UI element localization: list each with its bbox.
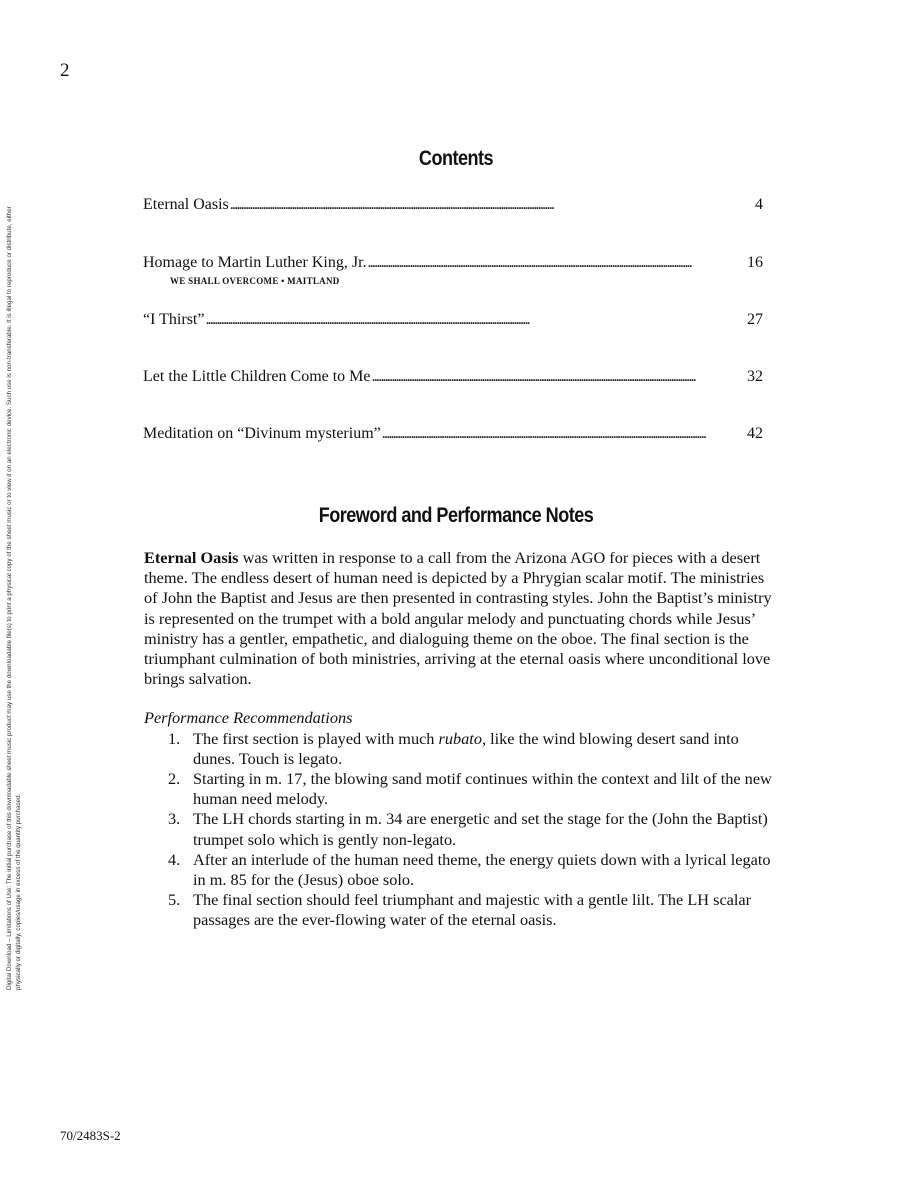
toc-dot-leader (368, 253, 746, 273)
recommendation-text: Starting in m. 17, the blowing sand motif continues within the context and lilt of the new human need melody. (193, 769, 772, 809)
toc-dot-leader (230, 195, 754, 215)
toc-entry-title: Homage to Martin Luther King, Jr. (143, 254, 367, 271)
recommendation-text: The LH chords starting in m. 34 are energetic and set the stage for the (John the Baptist) trumpet solo which is gently non-legato. (193, 809, 768, 849)
recommendation-item (144, 850, 774, 890)
recommendation-number: 5. (168, 890, 181, 910)
toc-entry[interactable] (143, 424, 763, 444)
toc-entry-subtitle: WE SHALL OVERCOME • MAITLAND (170, 276, 340, 286)
recommendation-text: The first section is played with much (193, 728, 439, 748)
toc-entry[interactable] (143, 367, 763, 387)
toc-entry-title: Eternal Oasis (143, 196, 229, 213)
toc-entry[interactable] (143, 310, 763, 330)
copyright-notice: Digital Download – Limitations of Use: The initial purchase of this downloadable sheet music product may use the downloadable file(s) to print a physical copy of the sheet music or to view it on an electronic device. Such use is non-transferable. It is illegal to reproduce or distribute, either physically or digitally, copies/usage in excess of the quantity purchased. (6, 206, 22, 990)
recommendation-text: The final section should feel triumphant and majestic with a gentle lilt. The LH scalar passages are the ever-flowing water of the eternal oasis. (193, 890, 752, 930)
toc-entry-page: 4 (755, 196, 763, 213)
catalog-code: 70/2483S-2 (60, 1128, 121, 1143)
toc-entry-title: Meditation on “Divinum mysterium” (143, 425, 381, 442)
foreword-lead-title: Eternal Oasis (144, 548, 239, 567)
page-number: 2 (60, 60, 70, 81)
toc-entry-page: 42 (747, 425, 763, 442)
toc-entry[interactable] (143, 253, 763, 291)
toc-entry-title: “I Thirst” (143, 311, 205, 328)
recommendation-item (144, 890, 774, 930)
recommendation-item (144, 809, 774, 849)
toc-entry-page: 27 (747, 311, 763, 328)
toc-dot-leader (382, 424, 746, 444)
recommendation-italic: rubato, (438, 728, 487, 748)
foreword-body (144, 548, 774, 931)
recommendation-number: 2. (168, 769, 181, 789)
recommendation-number: 3. (168, 809, 181, 829)
recommendations-list (144, 729, 774, 931)
toc-entry-page: 32 (747, 368, 763, 385)
toc-entry-title: Let the Little Children Come to Me (143, 368, 371, 385)
foreword-paragraph (144, 548, 774, 689)
recommendation-number: 1. (168, 728, 181, 748)
recommendation-item (144, 729, 774, 769)
recommendation-text-end: like the wind blowing desert sand into dunes. Touch is legato. (193, 728, 739, 768)
toc-dot-leader (205, 310, 746, 330)
recommendation-text: After an interlude of the human need theme, the energy quiets down with a lyrical legato in m. 85 for the (Jesus) oboe solo. (193, 849, 771, 890)
toc-dot-leader (372, 367, 746, 387)
foreword-text: was written in response to a call from the Arizona AGO for pieces with a desert theme. The endless desert of human need is depicted by a Phrygian scalar motif. The ministries of John the Baptist and Jesus are then presented in contrasting styles. John the Baptist’s ministry is represented on the trumpet with a bold angular melody and punctuating chords while Jesus’ ministry has a gentler, empathetic, and dialoguing theme on the oboe. The final section is the triumphant culmination of both ministries, arriving at the eternal oasis where unconditional love brings salvation. (144, 548, 772, 689)
recommendations-heading: Performance Recommendations (144, 708, 353, 728)
contents-title: Contents (418, 147, 494, 170)
recommendation-number: 4. (168, 849, 181, 869)
toc-entry-page: 16 (747, 254, 763, 271)
recommendation-item (144, 769, 774, 809)
toc-entry[interactable] (143, 195, 763, 215)
foreword-title: Foreword and Performance Notes (318, 504, 594, 527)
